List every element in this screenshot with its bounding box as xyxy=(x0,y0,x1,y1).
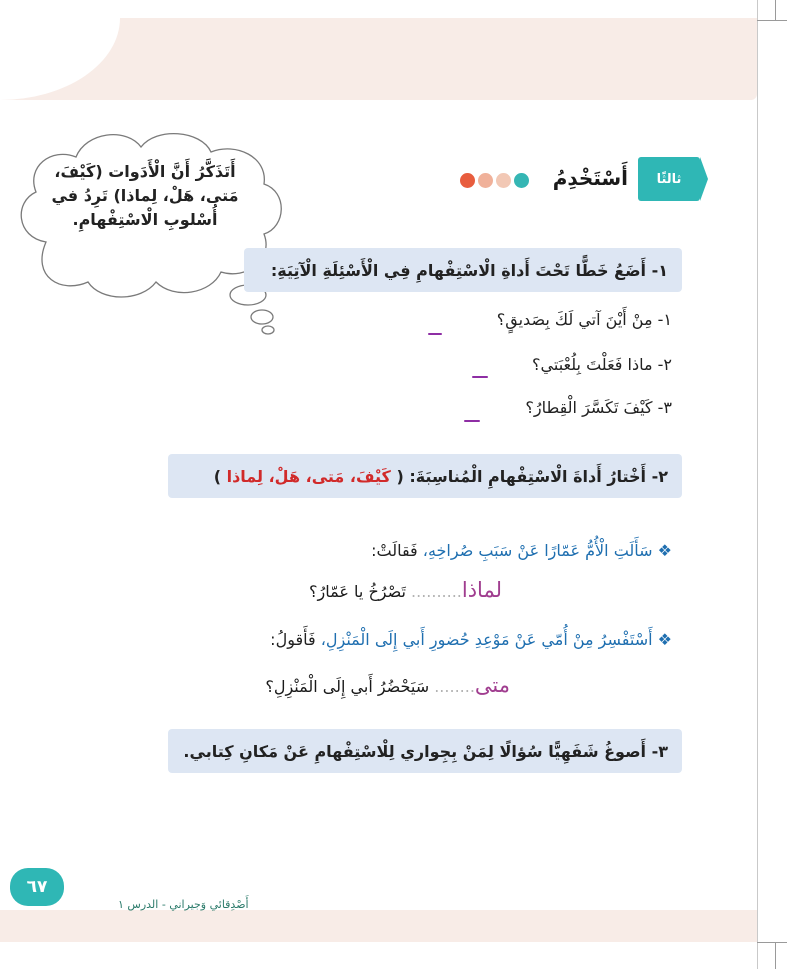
student-underline xyxy=(428,333,442,335)
bullet-icon: ❖ xyxy=(657,630,672,649)
question-2-instruction xyxy=(214,454,668,498)
bullet-icon: ❖ xyxy=(657,541,672,560)
q2-a1-text: تَصْرُخُ يا عَمّارُ؟ xyxy=(309,582,406,601)
section-tag-label: ثالثًا xyxy=(656,171,682,187)
dot-icon xyxy=(460,173,475,188)
q2-instruction-text: ٢- أَخْتارُ أَداةَ الْاسْتِفْهامِ الْمُناسِبَةَ: ( xyxy=(396,466,668,486)
page-edge-rule xyxy=(757,0,758,969)
q2-bullet-1 xyxy=(371,541,672,560)
q2-tools: كَيْفَ، مَتى، هَلْ، لِماذا xyxy=(226,466,391,486)
section-title: أَسْتَخْدِمُ xyxy=(552,166,628,190)
thought-line: أُسْلوبِ الْاسْتِفْهامِ. xyxy=(72,210,218,229)
q2-b1-text: سَأَلَتِ الْأُمُّ عَمّارًا عَنْ سَبَبِ صُراخِهِ، xyxy=(422,541,653,560)
q2-a2-dots: ........ xyxy=(434,677,475,696)
q1-item-2: ٢- ماذا فَعَلْتَ بِلُعْبَتي؟ xyxy=(532,355,672,374)
student-underline xyxy=(464,420,480,422)
lesson-footer: أَصْدِقائي وَجيراني - الدرس ١ xyxy=(118,898,249,911)
q2-answer-2 xyxy=(265,673,510,697)
question-3-instruction: ٣- أَصوغُ شَفَهِيًّا سُؤالًا لِمَنْ بِجِواري لِلْاسْتِفْهامِ عَنْ مَكانِ كِتابي. xyxy=(183,741,668,761)
q2-a2-handwritten: متى xyxy=(474,673,510,697)
question-1-instruction: ١- أَضَعُ خَطًّا تَحْتَ أَداةِ الْاسْتِفْهامِ فِي الْأَسْئِلَةِ الْآتِيَةِ: xyxy=(270,260,668,280)
q2-a1-dots: .......... xyxy=(411,582,462,601)
thought-line: مَتى، هَلْ، لِماذا) تَرِدُ في xyxy=(51,186,239,205)
q2-a2-text: سَيَحْضُرُ أَبي إِلَى الْمَنْزِلِ؟ xyxy=(265,677,430,696)
thought-line: أَتَذَكَّرُ أَنَّ الْأَدَوات (كَيْفَ، xyxy=(54,162,236,181)
q2-answer-1 xyxy=(309,578,502,602)
bottom-decor-band xyxy=(0,910,757,942)
question-1-bar xyxy=(244,248,682,292)
q1-item-3: ٣- كَيْفَ تَكَسَّرَ الْقِطارُ؟ xyxy=(525,398,672,417)
crop-mark xyxy=(775,942,776,969)
q1-item-1: ١- مِنْ أَيْنَ آتي لَكَ بِصَديقٍ؟ xyxy=(496,310,672,329)
crop-mark xyxy=(757,20,787,21)
crop-mark xyxy=(775,0,776,20)
section-dots xyxy=(460,173,529,188)
dot-icon xyxy=(514,173,529,188)
section-tag xyxy=(638,157,700,201)
question-3-bar xyxy=(168,729,682,773)
question-2-bar xyxy=(168,454,682,498)
page-number: ٦٧ xyxy=(10,868,64,906)
dot-icon xyxy=(478,173,493,188)
crop-mark xyxy=(757,942,787,943)
q2-b1-tail: فَقالَتْ: xyxy=(371,541,418,560)
dot-icon xyxy=(496,173,511,188)
q2-close: ) xyxy=(213,466,221,486)
student-underline xyxy=(472,376,488,378)
q2-a1-handwritten: لماذا xyxy=(461,578,502,602)
thought-cloud-text xyxy=(30,160,260,232)
top-decor-band xyxy=(0,18,757,100)
q2-b2-text: أَسْتَفْسِرُ مِنْ أُمّي عَنْ مَوْعِدِ حُضورِ أَبي إِلَى الْمَنْزِلِ، xyxy=(320,630,653,649)
q2-b2-tail: فَأَقولُ: xyxy=(270,630,316,649)
q2-bullet-2 xyxy=(270,630,672,649)
